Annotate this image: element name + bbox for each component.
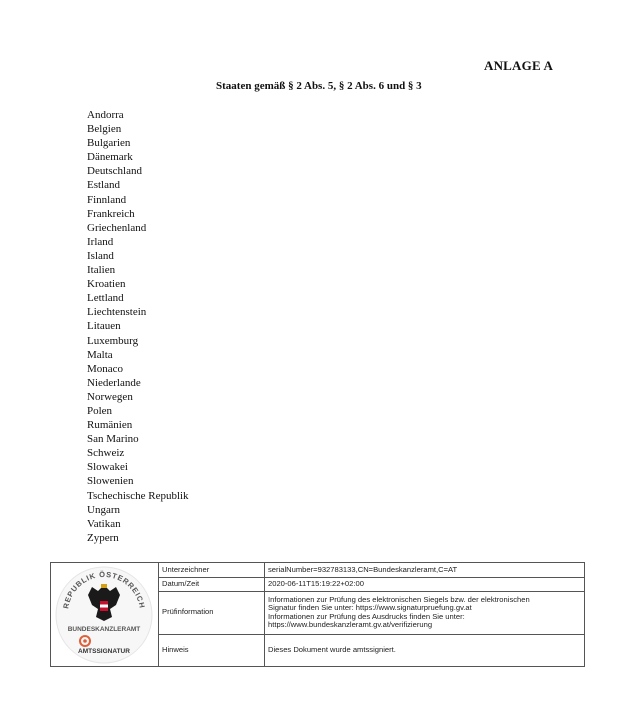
country-item: Litauen (87, 320, 121, 333)
country-item: Schweiz (87, 447, 125, 460)
country-item: Zypern (87, 531, 119, 544)
seal-cell (51, 563, 159, 666)
row-value: serialNumber=932783133,CN=Bundeskanzleramt,C=AT (265, 563, 585, 577)
country-item: Finnland (87, 193, 127, 206)
row-value: Dieses Dokument wurde amtssigniert. (268, 645, 396, 655)
country-item: Griechenland (87, 221, 147, 234)
value-line: Informationen zur Prüfung des Ausdrucks finden Sie unter: (268, 611, 465, 621)
country-list (87, 108, 189, 545)
country-item: Rumänien (87, 419, 133, 432)
annex-label: ANLAGE A (484, 58, 554, 73)
seal-badge: AMTSSIGNATUR (78, 648, 130, 655)
seal-arc-text: REPUBLIK ÖSTERREICH (61, 569, 147, 610)
country-item: Niederlande (87, 376, 141, 389)
amtssignatur-seal-icon (54, 565, 154, 665)
country-item: Italien (87, 264, 116, 277)
country-item: Ungarn (87, 503, 120, 516)
value-line: Signatur finden Sie unter: https://www.signaturpruefung.gv.at (268, 603, 472, 613)
country-item: Lettland (87, 292, 124, 305)
country-item: Andorra (87, 109, 124, 121)
row-value-multiline (265, 591, 585, 634)
country-item: Frankreich (87, 207, 135, 220)
row-label: Hinweis (159, 634, 265, 666)
country-item: Slowenien (87, 475, 134, 488)
country-item: Polen (87, 404, 113, 417)
country-item: Island (87, 249, 114, 262)
value-line: Informationen zur Prüfung des elektronischen Siegels bzw. der elektronischen (268, 594, 530, 604)
country-item: Kroatien (87, 278, 126, 291)
signature-block (50, 562, 585, 667)
signature-table (159, 563, 584, 666)
country-item: Bulgarien (87, 137, 131, 150)
country-item: Slowakei (87, 461, 128, 474)
country-item: Irland (87, 235, 114, 248)
country-item: Vatikan (87, 517, 121, 530)
row-label: Prüfinformation (159, 591, 265, 634)
table-row (159, 591, 584, 634)
row-value: 2020-06-11T15:19:22+02:00 (265, 577, 585, 591)
seal-org: BUNDESKANZLERAMT (67, 626, 141, 633)
country-item: Liechtenstein (87, 306, 147, 319)
country-item: Deutschland (87, 165, 142, 178)
value-line: https://www.bundeskanzleramt.gv.at/verifizierung (268, 619, 433, 629)
country-item: Tschechische Republik (87, 489, 189, 502)
country-item: Luxemburg (87, 334, 139, 347)
country-item: San Marino (87, 433, 139, 446)
country-item: Norwegen (87, 390, 133, 403)
row-label: Datum/Zeit (159, 577, 265, 591)
row-label: Unterzeichner (159, 563, 265, 577)
page-title: Staaten gemäß § 2 Abs. 5, § 2 Abs. 6 und § 3 (216, 80, 422, 92)
country-item: Malta (87, 348, 113, 361)
country-item: Belgien (87, 123, 122, 136)
table-row (159, 563, 584, 577)
table-row (159, 577, 584, 591)
country-item: Monaco (87, 362, 124, 375)
country-item: Estland (87, 179, 120, 192)
table-row (159, 634, 584, 666)
country-item: Dänemark (87, 151, 133, 164)
